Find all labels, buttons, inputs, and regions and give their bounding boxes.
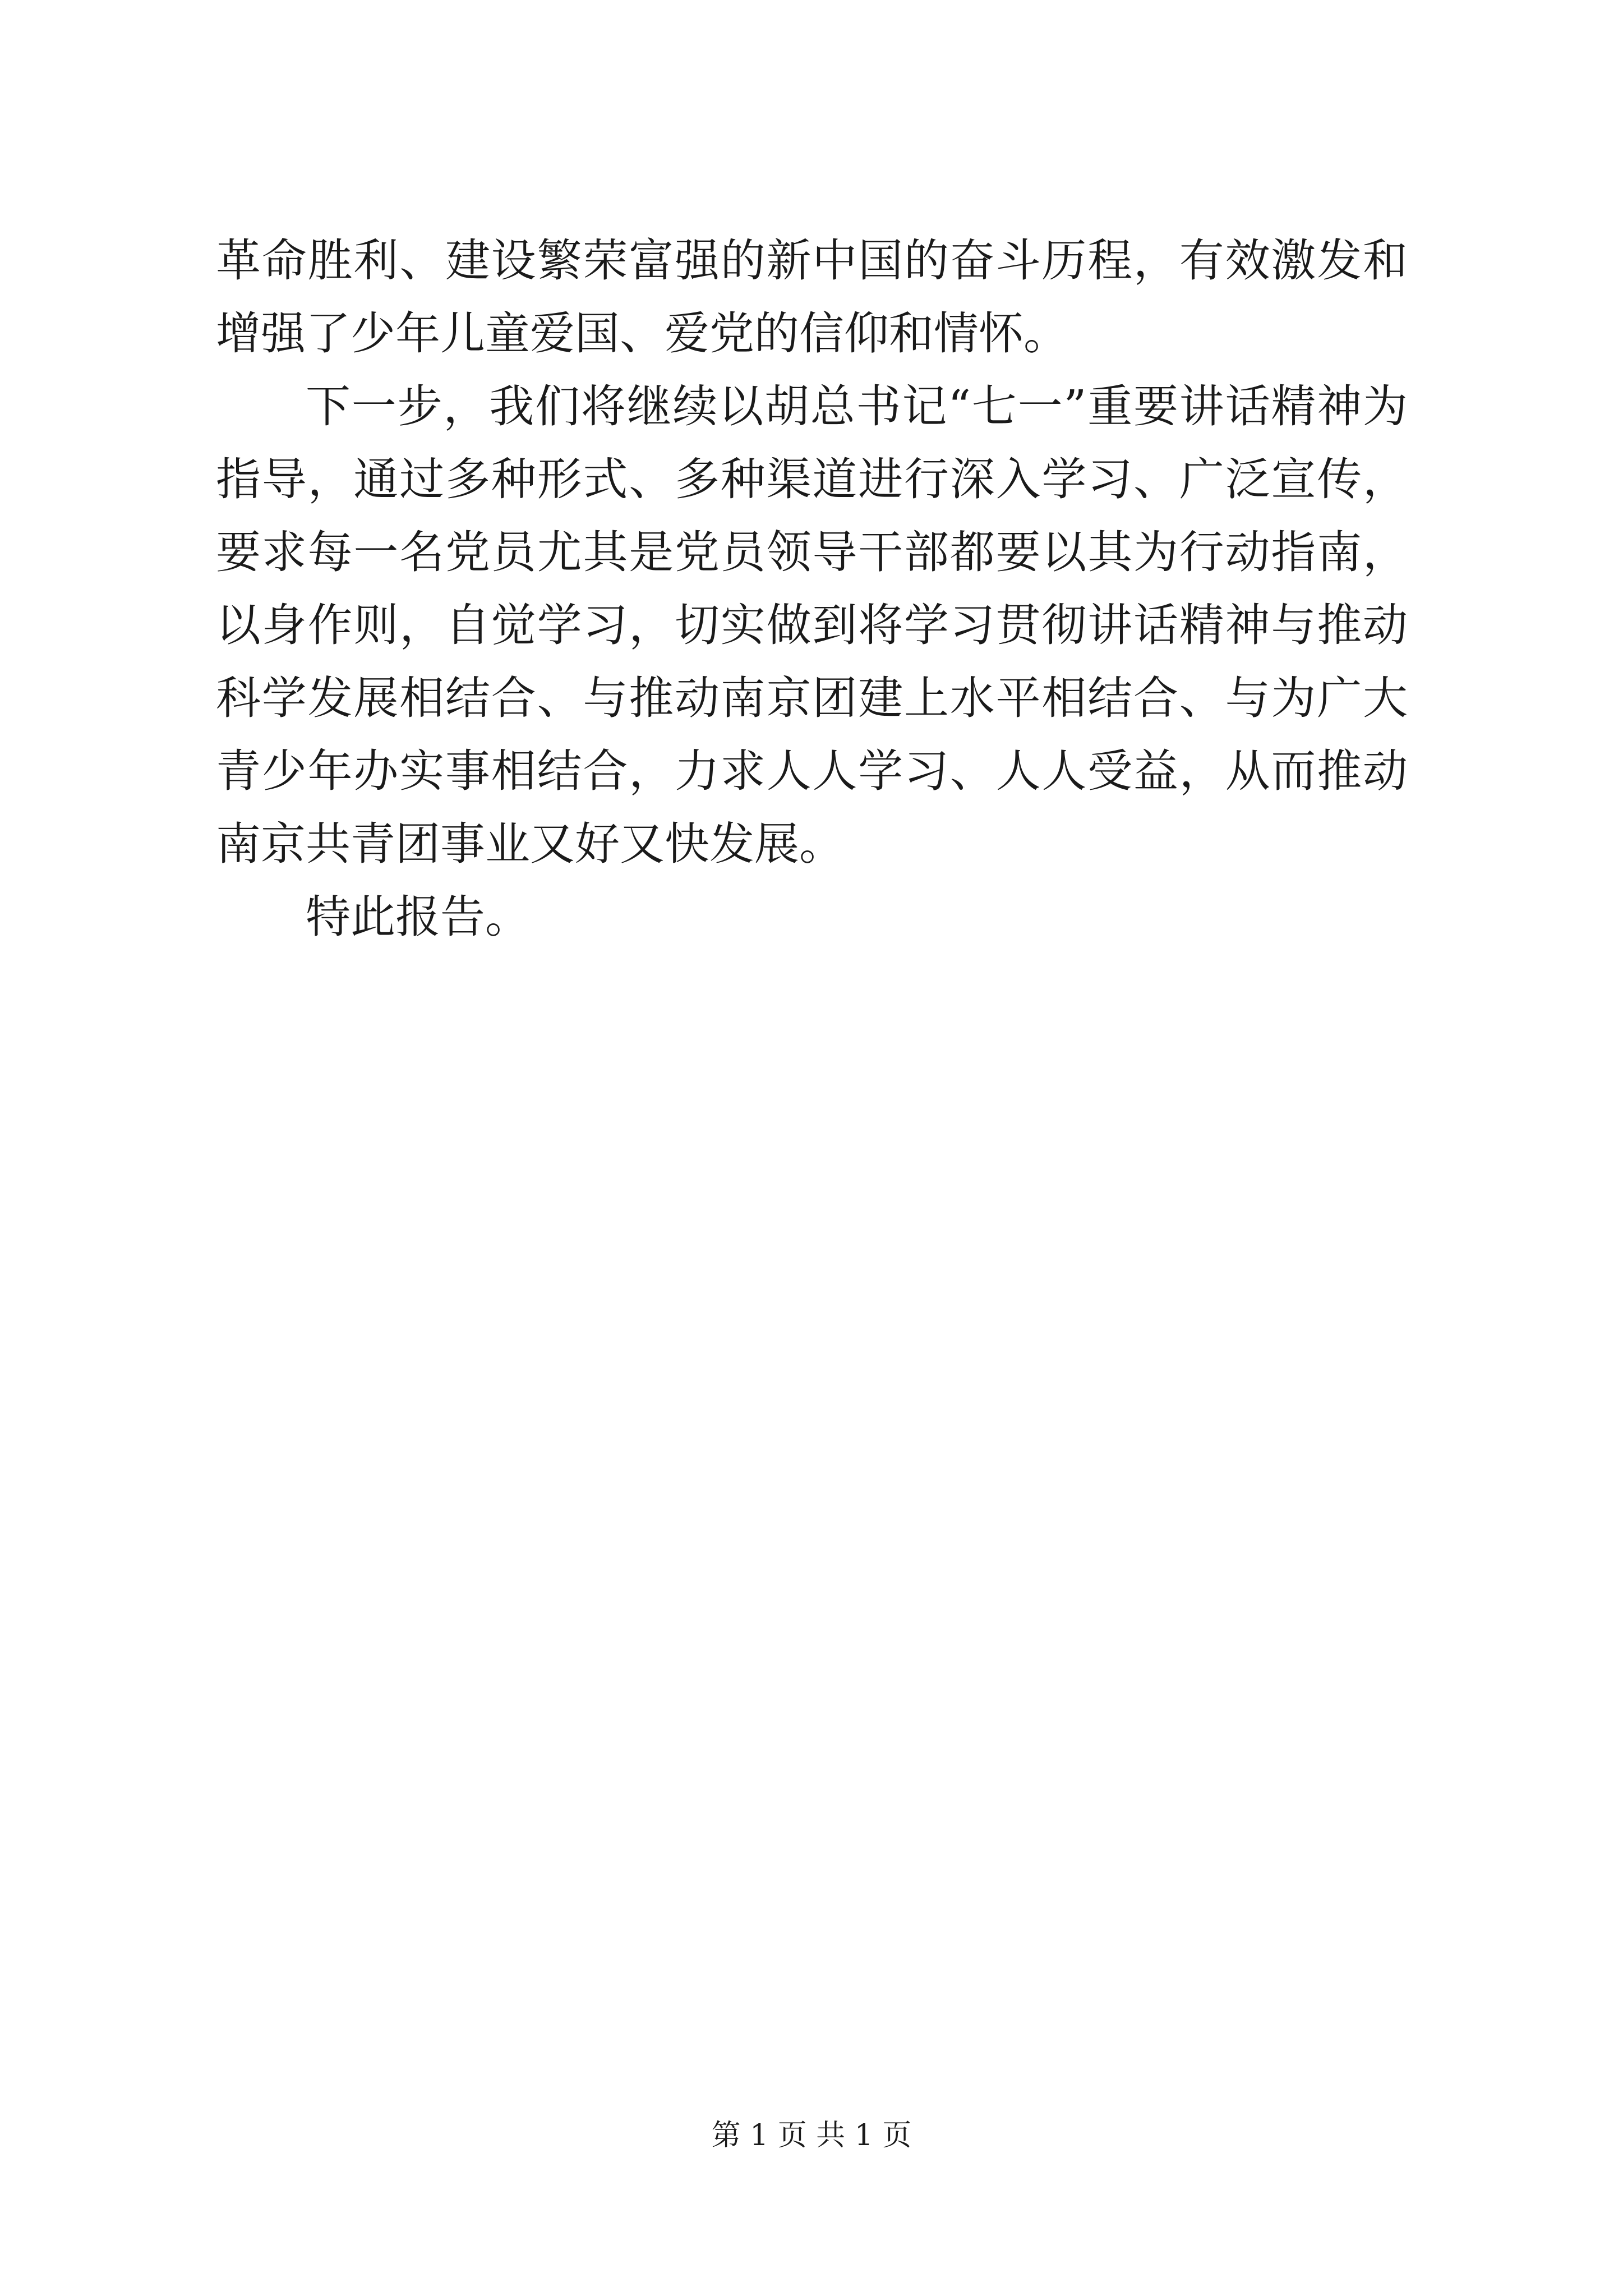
document-body <box>216 224 1408 954</box>
page-footer: 第 1 页 共 1 页 <box>711 2119 912 2152</box>
paragraph-next-steps: 下一步，我们将继续以胡总书记“七一”重要讲话精神为指导，通过多种形式、多种渠道进行深入学习、广泛宣传，要求每一名党员尤其是党员领导干部都要以其为行动指南，以身作则，自觉学习，切实做到将学习贯彻讲话精神与推动科学发展相结合、与推动南京团建上水平相结合、与为广大青少年办实事相结合，力求人人学习、人人受益，从而推动南京共青团事业又好又快发展。 <box>216 380 1408 870</box>
paragraph-continuation: 革命胜利、建设繁荣富强的新中国的奋斗历程，有效激发和增强了少年儿童爱国、爱党的信仰和情怀。 <box>216 234 1408 360</box>
paragraph-closing: 特此报告。 <box>306 891 530 943</box>
